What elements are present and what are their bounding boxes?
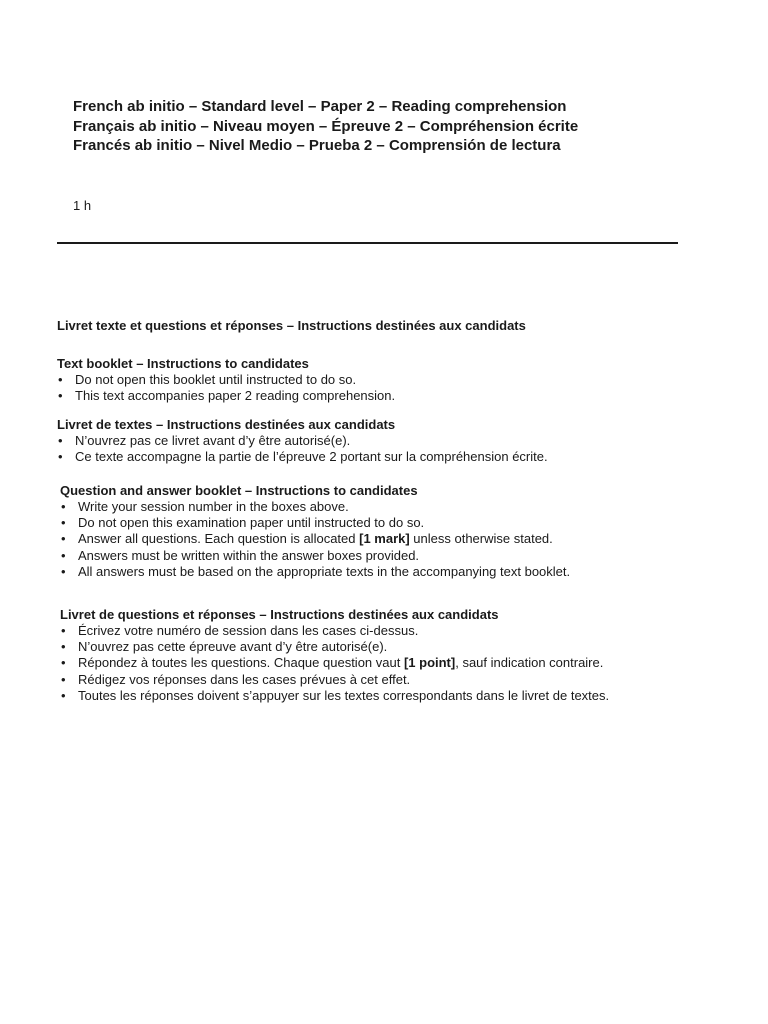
text-booklet-instructions-fr xyxy=(57,417,747,465)
mark-allocation: [1 mark] xyxy=(359,531,410,547)
title-spanish: Francés ab initio – Nivel Medio – Prueba 2 – Comprensión de lectura xyxy=(73,137,561,154)
qa-booklet-instructions-en xyxy=(60,483,750,580)
bullet-icon: • xyxy=(58,372,63,387)
list-item xyxy=(57,449,747,465)
list-item xyxy=(60,548,750,564)
list-item-text: Answers must be written within the answer boxes provided. xyxy=(78,547,420,563)
bullet-icon: • xyxy=(61,531,66,547)
list-item-text: Écrivez votre numéro de session dans les cases ci-dessus. xyxy=(78,623,419,638)
point-allocation: [1 point] xyxy=(403,655,456,671)
list-item xyxy=(60,564,750,580)
exam-duration: 1 h xyxy=(73,198,92,213)
list-item-text: N’ouvrez pas ce livret avant d’y être autorisé(e). xyxy=(75,433,351,448)
list-item xyxy=(60,531,750,547)
list-item-text: N’ouvrez pas cette épreuve avant d’y être autorisé(e). xyxy=(78,639,388,655)
list-item-text: Répondez à toutes les questions. Chaque question vaut xyxy=(78,655,404,671)
list-item-text: Write your session number in the boxes above. xyxy=(78,499,349,514)
list-item xyxy=(60,672,750,688)
bullet-icon: • xyxy=(61,687,66,703)
list-item-text: , sauf indication contraire. xyxy=(455,655,604,671)
bullet-icon: • xyxy=(61,639,66,655)
list-item-text: All answers must be based on the appropriate texts in the accompanying text booklet. xyxy=(78,563,571,579)
instruction-list xyxy=(57,433,747,465)
list-item-text: Do not open this examination paper until instructed to do so. xyxy=(78,515,425,531)
bullet-icon: • xyxy=(58,388,63,404)
list-item-text: unless otherwise stated. xyxy=(409,531,553,547)
list-item xyxy=(57,433,747,449)
bullet-icon: • xyxy=(58,449,63,465)
list-item xyxy=(60,639,750,655)
list-item xyxy=(60,655,750,671)
bullet-icon: • xyxy=(61,515,66,531)
exam-title-block xyxy=(73,97,753,156)
bullet-icon: • xyxy=(61,655,66,671)
list-item-text: Toutes les réponses doivent s’appuyer sur les textes correspondants dans le livret de textes. xyxy=(78,687,610,703)
list-item xyxy=(60,499,750,515)
list-item-text: This text accompanies paper 2 reading comprehension. xyxy=(75,388,396,404)
section-heading: Livret de textes – Instructions destinées aux candidats xyxy=(57,417,396,432)
section-heading: Question and answer booklet – Instructions to candidates xyxy=(60,483,418,498)
list-item xyxy=(60,623,750,639)
bullet-icon: • xyxy=(61,499,66,514)
list-item xyxy=(57,372,747,388)
text-booklet-instructions-en xyxy=(57,356,747,404)
horizontal-divider xyxy=(57,242,678,244)
list-item-text: Ce texte accompagne la partie de l’épreuve 2 portant sur la compréhension écrite. xyxy=(75,449,548,465)
bullet-icon: • xyxy=(58,433,63,448)
bullet-icon: • xyxy=(61,563,66,579)
instruction-list xyxy=(57,372,747,404)
section-heading: Text booklet – Instructions to candidates xyxy=(57,356,309,371)
list-item-text: Answer all questions. Each question is allocated xyxy=(78,531,360,547)
section-heading: Livret de questions et réponses – Instructions destinées aux candidats xyxy=(60,607,499,622)
main-instructions-heading: Livret texte et questions et réponses – Instructions destinées aux candidats xyxy=(57,318,526,333)
instruction-list xyxy=(60,499,750,580)
list-item xyxy=(60,688,750,704)
list-item xyxy=(60,515,750,531)
list-item-text: Rédigez vos réponses dans les cases prévues à cet effet. xyxy=(78,671,411,687)
instruction-list xyxy=(60,623,750,704)
title-french: Français ab initio – Niveau moyen – Épreuve 2 – Compréhension écrite xyxy=(73,117,579,135)
bullet-icon: • xyxy=(61,547,66,563)
list-item xyxy=(57,388,747,404)
qa-booklet-instructions-fr xyxy=(60,607,750,704)
bullet-icon: • xyxy=(61,671,66,687)
bullet-icon: • xyxy=(61,623,66,638)
title-english: French ab initio – Standard level – Paper 2 – Reading comprehension xyxy=(73,98,567,115)
list-item-text: Do not open this booklet until instructed to do so. xyxy=(75,372,357,387)
